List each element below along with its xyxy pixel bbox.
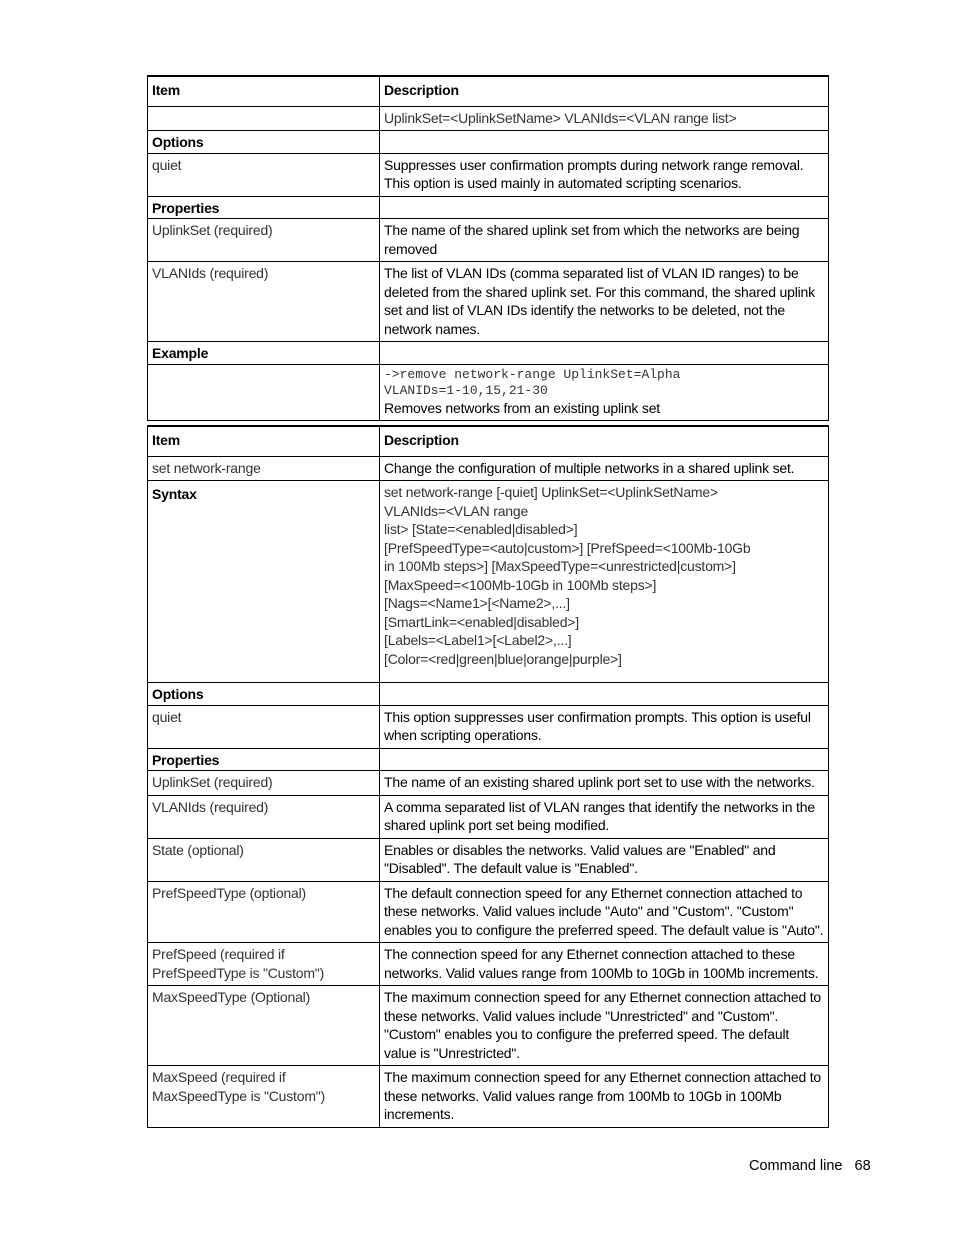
table-row <box>148 986 829 1066</box>
syntax-line: [Labels=<Label1>[<Label2>,...] <box>384 632 572 648</box>
command-name: set network-range <box>148 456 380 481</box>
syntax-line: [Nags=<Name1>[<Name2>,...] <box>384 595 570 611</box>
property-description: The default connection speed for any Ethernet connection attached to these networks. Valid values include "Auto" and "Custom". "Custom" enables you to configure the preferred speed. The default value is "Auto". <box>380 881 829 943</box>
example-description: Removes networks from an existing uplink set <box>384 399 660 416</box>
empty-cell <box>148 364 380 421</box>
syntax-line: [MaxSpeed=<100Mb-10Gb in 100Mb steps>] <box>384 576 657 593</box>
empty-cell <box>148 106 380 131</box>
syntax-section-label: Syntax <box>148 481 380 683</box>
description-column-header: Description <box>380 76 829 106</box>
table-row <box>148 771 829 796</box>
table-row <box>148 838 829 881</box>
table-row <box>148 481 829 683</box>
table-row <box>148 364 829 421</box>
table-header-row <box>148 76 829 106</box>
footer-section-title: Command line <box>749 1158 843 1174</box>
section-row <box>148 342 829 365</box>
command-description: Change the configuration of multiple networks in a shared uplink set. <box>380 456 829 481</box>
table-row <box>148 795 829 838</box>
table-row <box>148 456 829 481</box>
empty-cell <box>380 131 829 154</box>
syntax-continuation: UplinkSet=<UplinkSetName> VLANIds=<VLAN range list> <box>380 106 829 131</box>
property-description: Enables or disables the networks. Valid values are "Enabled" and "Disabled". The default value is "Enabled". <box>380 838 829 881</box>
syntax-line: [Color=<red|green|blue|orange|purple>] <box>384 650 622 667</box>
item-column-header: Item <box>148 426 380 456</box>
syntax-line: VLANIds=<VLAN range <box>384 502 529 519</box>
property-name: PrefSpeed (required if PrefSpeedType is "Custom") <box>148 943 380 986</box>
property-description: The name of an existing shared uplink port set to use with the networks. <box>380 771 829 796</box>
property-name: UplinkSet (required) <box>148 771 380 796</box>
syntax-line: set network-range [-quiet] UplinkSet=<UplinkSetName> <box>384 484 718 500</box>
page-number: 68 <box>854 1158 871 1174</box>
syntax-line: list> [State=<enabled|disabled>] <box>384 521 578 537</box>
syntax-line: [PrefSpeedType=<auto|custom>] [PrefSpeed=<100Mb-10Gb <box>384 539 751 556</box>
table-row <box>148 943 829 986</box>
section-row <box>148 196 829 219</box>
properties-section-label: Properties <box>148 196 380 219</box>
property-description: The connection speed for any Ethernet connection attached to these networks. Valid values range from 100Mb to 10Gb in 100Mb increments. <box>380 943 829 986</box>
table-row <box>148 262 829 342</box>
empty-cell <box>380 683 829 706</box>
empty-cell <box>380 342 829 365</box>
empty-cell <box>380 748 829 771</box>
section-row <box>148 683 829 706</box>
property-description: The maximum connection speed for any Ethernet connection attached to these networks. Valid values include "Unrestricted" and "Custom". "Custom" enables you to configure the preferred speed. The default value is "Unrestricted". <box>380 986 829 1066</box>
option-description: This option suppresses user confirmation prompts. This option is useful when scripting operations. <box>380 705 829 748</box>
property-description: The list of VLAN IDs (comma separated list of VLAN ID ranges) to be deleted from the shared uplink set. For this command, the shared uplink set and list of VLAN IDs identify the networks to be deleted, not the network names. <box>380 262 829 342</box>
example-section-label: Example <box>148 342 380 365</box>
table-row <box>148 219 829 262</box>
table-row <box>148 106 829 131</box>
property-name: VLANIds (required) <box>148 262 380 342</box>
table-header-row <box>148 426 829 456</box>
remove-network-range-table <box>147 75 829 421</box>
empty-cell <box>380 196 829 219</box>
property-name: PrefSpeedType (optional) <box>148 881 380 943</box>
option-description: Suppresses user confirmation prompts during network range removal. This option is used mainly in automated scripting scenarios. <box>380 153 829 196</box>
set-network-range-table <box>147 425 829 1128</box>
section-row <box>148 748 829 771</box>
properties-section-label: Properties <box>148 748 380 771</box>
options-section-label: Options <box>148 683 380 706</box>
item-column-header: Item <box>148 76 380 106</box>
description-column-header: Description <box>380 426 829 456</box>
syntax-line: in 100Mb steps>] [MaxSpeedType=<unrestricted|custom>] <box>384 558 736 574</box>
property-description: A comma separated list of VLAN ranges that identify the networks in the shared uplink port set being modified. <box>380 795 829 838</box>
table-row <box>148 153 829 196</box>
property-name: UplinkSet (required) <box>148 219 380 262</box>
section-row <box>148 131 829 154</box>
property-name: MaxSpeedType (Optional) <box>148 986 380 1066</box>
property-description: The name of the shared uplink set from which the networks are being removed <box>380 219 829 262</box>
options-section-label: Options <box>148 131 380 154</box>
property-description: The maximum connection speed for any Ethernet connection attached to these networks. Valid values range from 100Mb to 10Gb in 100Mb increments. <box>380 1066 829 1128</box>
property-name: MaxSpeed (required if MaxSpeedType is "Custom") <box>148 1066 380 1128</box>
table-row <box>148 1066 829 1128</box>
page-footer <box>749 1158 871 1174</box>
option-name: quiet <box>148 153 380 196</box>
table-row <box>148 705 829 748</box>
option-name: quiet <box>148 705 380 748</box>
example-cell <box>380 364 829 421</box>
example-command: ->remove network-range UplinkSet=Alpha VLANIDs=1-10,15,21-30 <box>384 366 681 398</box>
syntax-line: [SmartLink=<enabled|disabled>] <box>384 613 579 630</box>
syntax-block <box>380 481 829 683</box>
property-name: VLANIds (required) <box>148 795 380 838</box>
table-row <box>148 881 829 943</box>
property-name: State (optional) <box>148 838 380 881</box>
